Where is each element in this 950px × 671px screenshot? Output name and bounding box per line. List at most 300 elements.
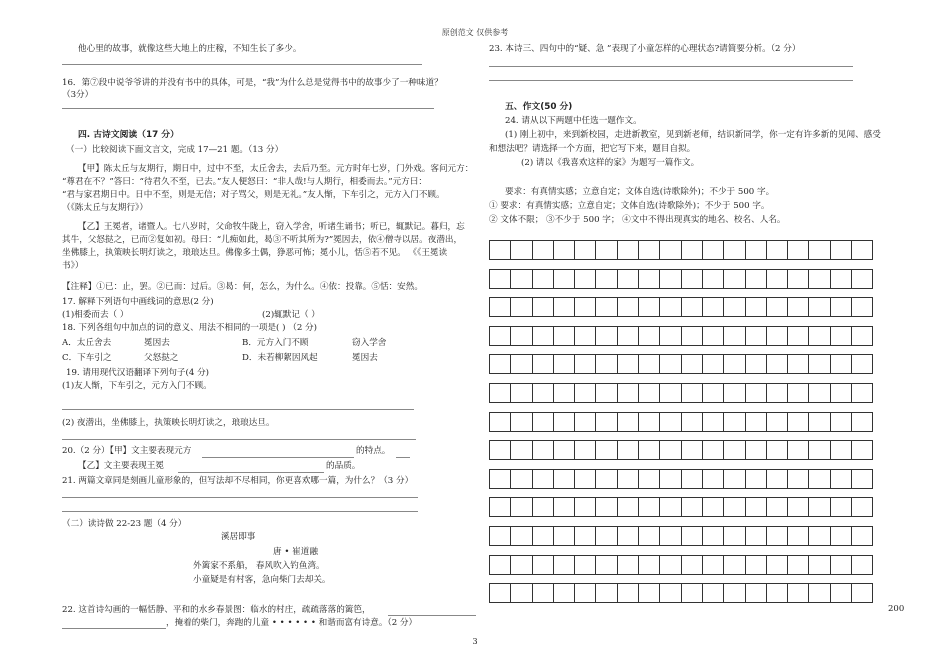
- grid-cell[interactable]: [851, 469, 873, 489]
- passage-yi-source: 书》）: [62, 261, 84, 271]
- grid-cell[interactable]: [681, 555, 703, 575]
- grid-cell[interactable]: [787, 354, 809, 374]
- grid-cell[interactable]: [489, 326, 511, 346]
- grid-cell[interactable]: [830, 526, 852, 546]
- grid-cell[interactable]: [745, 497, 767, 517]
- answer-line[interactable]: [62, 108, 434, 109]
- passage-yi-line: 其牛，父怒挞之，已而②复如初。母曰：“儿痴如此，曷③不听其所为?”冕因去，依④僧寺以居。夜潜出，: [62, 235, 463, 245]
- grid-cell[interactable]: [638, 326, 660, 346]
- grid-cell[interactable]: [510, 469, 532, 489]
- grid-cell[interactable]: [489, 412, 511, 432]
- grid-cell[interactable]: [830, 469, 852, 489]
- grid-cell[interactable]: [617, 526, 639, 546]
- grid-cell[interactable]: [553, 326, 575, 346]
- grid-cell[interactable]: [532, 440, 554, 460]
- grid-cell[interactable]: [553, 497, 575, 517]
- grid-cell[interactable]: [553, 583, 575, 603]
- grid-cell[interactable]: [702, 469, 724, 489]
- grid-cell[interactable]: [553, 412, 575, 432]
- grid-cell[interactable]: [723, 469, 745, 489]
- grid-cell[interactable]: [510, 269, 532, 289]
- essay-topic-2: (2) 请以《我喜欢这样的家》为题写一篇作文。: [521, 158, 700, 168]
- grid-cell[interactable]: [787, 297, 809, 317]
- grid-cell[interactable]: [851, 555, 873, 575]
- answer-blank[interactable]: [396, 457, 410, 458]
- grid-cell[interactable]: [532, 326, 554, 346]
- grid-cell[interactable]: [766, 497, 788, 517]
- part-2-instruction: （二）读诗做 22-23 题（4 分）: [62, 519, 187, 529]
- grid-cell[interactable]: [532, 526, 554, 546]
- grid-cell[interactable]: [830, 412, 852, 432]
- grid-cell[interactable]: [851, 269, 873, 289]
- grid-cell[interactable]: [574, 269, 596, 289]
- grid-cell[interactable]: [766, 412, 788, 432]
- grid-cell[interactable]: [851, 297, 873, 317]
- grid-row: [489, 354, 872, 374]
- answer-line[interactable]: [62, 511, 418, 512]
- grid-cell[interactable]: [489, 497, 511, 517]
- answer-blank[interactable]: [62, 628, 166, 629]
- grid-cell[interactable]: [851, 326, 873, 346]
- grid-cell[interactable]: [808, 354, 830, 374]
- grid-cell[interactable]: [489, 526, 511, 546]
- grid-cell[interactable]: [489, 269, 511, 289]
- grid-cell[interactable]: [723, 555, 745, 575]
- grid-cell[interactable]: [595, 526, 617, 546]
- question-22: 22. 这首诗勾画的一幅恬静、平和的水乡春景图：临水的村庄，疏疏落落的篱笆，: [62, 605, 371, 615]
- grid-cell[interactable]: [702, 440, 724, 460]
- grid-cell[interactable]: [787, 440, 809, 460]
- grid-cell[interactable]: [532, 269, 554, 289]
- grid-cell[interactable]: [787, 412, 809, 432]
- grid-row: [489, 297, 872, 317]
- grid-cell[interactable]: [745, 555, 767, 575]
- answer-blank[interactable]: [178, 472, 324, 473]
- grid-cell[interactable]: [659, 326, 681, 346]
- grid-cell[interactable]: [723, 412, 745, 432]
- grid-cell[interactable]: [723, 354, 745, 374]
- grid-cell[interactable]: [702, 297, 724, 317]
- annotations: 【注释】①已：止，罢。②已而：过后。③曷：何，怎么，为什么。④依：投靠。⑤恬：安然。: [62, 282, 423, 292]
- grid-cell[interactable]: [510, 440, 532, 460]
- grid-cell[interactable]: [638, 497, 660, 517]
- grid-cell[interactable]: [617, 497, 639, 517]
- option-d-pair: 冕因去: [352, 353, 378, 363]
- grid-cell[interactable]: [638, 240, 660, 260]
- grid-cell[interactable]: [617, 269, 639, 289]
- question-19-item-2: (2) 夜潜出，坐佛膝上，执策映长明灯读之，琅琅达旦。: [62, 418, 275, 428]
- grid-cell[interactable]: [574, 555, 596, 575]
- grid-cell[interactable]: [830, 497, 852, 517]
- question-16-points: （3分）: [62, 90, 94, 100]
- grid-cell[interactable]: [489, 297, 511, 317]
- grid-cell[interactable]: [808, 583, 830, 603]
- grid-cell[interactable]: [702, 497, 724, 517]
- grid-cell[interactable]: [510, 583, 532, 603]
- grid-cell[interactable]: [659, 383, 681, 403]
- grid-cell[interactable]: [851, 240, 873, 260]
- option-c[interactable]: C．下车引之: [62, 353, 112, 363]
- grid-cell[interactable]: [851, 354, 873, 374]
- grid-cell[interactable]: [510, 497, 532, 517]
- grid-cell[interactable]: [617, 583, 639, 603]
- grid-cell[interactable]: [745, 526, 767, 546]
- grid-cell[interactable]: [787, 497, 809, 517]
- grid-cell[interactable]: [787, 469, 809, 489]
- question-20-jia: 20.（2 分）【甲】文主要表现元方: [62, 446, 192, 456]
- grid-cell[interactable]: [617, 555, 639, 575]
- grid-cell[interactable]: [745, 297, 767, 317]
- grid-cell[interactable]: [766, 269, 788, 289]
- grid-cell[interactable]: [808, 383, 830, 403]
- answer-line[interactable]: [62, 439, 416, 440]
- grid-cell[interactable]: [617, 383, 639, 403]
- grid-cell[interactable]: [702, 240, 724, 260]
- page-header: 原创范文 仅供参考: [441, 28, 509, 37]
- grid-cell[interactable]: [723, 440, 745, 460]
- grid-cell[interactable]: [681, 583, 703, 603]
- grid-cell[interactable]: [808, 497, 830, 517]
- grid-cell[interactable]: [617, 297, 639, 317]
- grid-cell[interactable]: [595, 326, 617, 346]
- grid-cell[interactable]: [617, 469, 639, 489]
- grid-cell[interactable]: [830, 583, 852, 603]
- grid-row: [489, 555, 872, 575]
- grid-cell[interactable]: [787, 555, 809, 575]
- grid-cell[interactable]: [510, 383, 532, 403]
- grid-cell[interactable]: [510, 297, 532, 317]
- answer-line[interactable]: [62, 64, 422, 65]
- grid-cell[interactable]: [830, 555, 852, 575]
- grid-cell[interactable]: [830, 354, 852, 374]
- grid-cell[interactable]: [851, 526, 873, 546]
- grid-cell[interactable]: [659, 297, 681, 317]
- question-20-yi: 【乙】文主要表现王冕: [78, 461, 164, 471]
- grid-row: [489, 383, 872, 403]
- option-b-pair: 窃入学舍: [352, 338, 387, 348]
- grid-cell[interactable]: [489, 383, 511, 403]
- grid-cell[interactable]: [808, 469, 830, 489]
- grid-cell[interactable]: [830, 326, 852, 346]
- grid-cell[interactable]: [532, 354, 554, 374]
- grid-cell[interactable]: [681, 240, 703, 260]
- grid-cell[interactable]: [766, 526, 788, 546]
- grid-cell[interactable]: [745, 412, 767, 432]
- grid-cell[interactable]: [595, 412, 617, 432]
- grid-cell[interactable]: [681, 326, 703, 346]
- grid-cell[interactable]: [702, 383, 724, 403]
- grid-cell[interactable]: [702, 526, 724, 546]
- grid-cell[interactable]: [595, 269, 617, 289]
- essay-requirement-2: ② 文体不限； ③不少于 500 字； ④文中不得出现真实的地名、校名、人名。: [489, 215, 786, 225]
- question-17-item-1: (1)相委而去（ ）: [62, 310, 129, 320]
- grid-cell[interactable]: [532, 240, 554, 260]
- poem-line: 外篱家不系船， 春风吹入钓鱼湾。: [193, 561, 325, 571]
- grid-cell[interactable]: [787, 383, 809, 403]
- grid-cell[interactable]: [766, 240, 788, 260]
- essay-topic-1: (1) 刚上初中，来到新校园，走进新教室，见到新老师，结识新同学，你一定有许多新的见闻、感受: [505, 130, 881, 140]
- grid-cell[interactable]: [681, 497, 703, 517]
- grid-row: [489, 326, 872, 346]
- grid-cell[interactable]: [574, 497, 596, 517]
- grid-cell[interactable]: [595, 240, 617, 260]
- option-d[interactable]: D．未若柳絮因风起: [242, 353, 318, 363]
- grid-cell[interactable]: [723, 526, 745, 546]
- question-19: 19. 请用现代汉语翻译下列句子(4 分): [66, 368, 210, 378]
- grid-cell[interactable]: [702, 555, 724, 575]
- grid-cell[interactable]: [766, 383, 788, 403]
- grid-cell[interactable]: [595, 383, 617, 403]
- question-24: 24. 请从以下两题中任选一题作文。: [505, 116, 642, 126]
- grid-cell[interactable]: [681, 526, 703, 546]
- grid-cell[interactable]: [702, 269, 724, 289]
- grid-cell[interactable]: [745, 469, 767, 489]
- grid-cell[interactable]: [510, 354, 532, 374]
- grid-cell[interactable]: [617, 440, 639, 460]
- grid-cell[interactable]: [489, 440, 511, 460]
- option-b[interactable]: B．元方入门不顾: [242, 338, 309, 348]
- grid-cell[interactable]: [489, 354, 511, 374]
- grid-cell[interactable]: [553, 297, 575, 317]
- grid-cell[interactable]: [681, 269, 703, 289]
- grid-cell[interactable]: [510, 240, 532, 260]
- grid-cell[interactable]: [659, 240, 681, 260]
- grid-cell[interactable]: [723, 240, 745, 260]
- answer-blank[interactable]: [388, 615, 476, 616]
- grid-cell[interactable]: [532, 497, 554, 517]
- grid-cell[interactable]: [659, 497, 681, 517]
- grid-row: [489, 269, 872, 289]
- grid-cell[interactable]: [617, 326, 639, 346]
- grid-cell[interactable]: [808, 526, 830, 546]
- grid-row: [489, 240, 872, 260]
- grid-cell[interactable]: [702, 354, 724, 374]
- grid-row: [489, 440, 872, 460]
- grid-cell[interactable]: [595, 440, 617, 460]
- grid-cell[interactable]: [766, 297, 788, 317]
- grid-cell[interactable]: [808, 240, 830, 260]
- grid-cell[interactable]: [638, 583, 660, 603]
- essay-requirements: 要求：有真情实感；立意自定；文体自选(诗歌除外)；不少于 500 字。: [505, 187, 775, 197]
- grid-cell[interactable]: [595, 297, 617, 317]
- grid-cell[interactable]: [745, 440, 767, 460]
- grid-cell[interactable]: [510, 326, 532, 346]
- grid-cell[interactable]: [851, 412, 873, 432]
- grid-cell[interactable]: [595, 497, 617, 517]
- grid-cell[interactable]: [574, 583, 596, 603]
- grid-cell[interactable]: [574, 412, 596, 432]
- grid-cell[interactable]: [638, 354, 660, 374]
- grid-cell[interactable]: [830, 440, 852, 460]
- grid-cell[interactable]: [574, 240, 596, 260]
- grid-cell[interactable]: [510, 555, 532, 575]
- passage-yi-line: 【乙】王冕者，诸暨人。七八岁时，父命牧牛陇上，窃入学舍，听诸生诵书；听已，辄默记。暮归，忘: [78, 222, 465, 232]
- grid-cell[interactable]: [723, 326, 745, 346]
- grid-row: [489, 583, 872, 603]
- grid-cell[interactable]: [638, 526, 660, 546]
- grid-cell[interactable]: [681, 412, 703, 432]
- grid-cell[interactable]: [510, 412, 532, 432]
- grid-cell[interactable]: [532, 297, 554, 317]
- answer-line[interactable]: [62, 409, 414, 410]
- grid-cell[interactable]: [745, 326, 767, 346]
- question-20-jia-end: 的特点。: [356, 446, 391, 456]
- grid-cell[interactable]: [532, 383, 554, 403]
- grid-cell[interactable]: [553, 526, 575, 546]
- grid-cell[interactable]: [851, 383, 873, 403]
- grid-cell[interactable]: [574, 297, 596, 317]
- grid-cell[interactable]: [659, 526, 681, 546]
- grid-cell[interactable]: [574, 526, 596, 546]
- grid-cell[interactable]: [638, 383, 660, 403]
- grid-cell[interactable]: [553, 383, 575, 403]
- grid-cell[interactable]: [723, 583, 745, 603]
- grid-cell[interactable]: [787, 526, 809, 546]
- grid-cell[interactable]: [574, 440, 596, 460]
- grid-cell[interactable]: [595, 469, 617, 489]
- grid-cell[interactable]: [659, 469, 681, 489]
- grid-cell[interactable]: [702, 326, 724, 346]
- grid-cell[interactable]: [617, 412, 639, 432]
- grid-row: [489, 526, 872, 546]
- essay-requirement-1: ① 要求：有真情实感；立意自定；文体自选(诗歌除外)；不少于 500 字。: [489, 201, 770, 211]
- grid-cell[interactable]: [659, 412, 681, 432]
- passage-jia-line: “尊君在不？”答曰：“待君久不至，已去。”友人便怒曰：“非人哉!与人期行，相委而去。”元方曰：: [62, 177, 427, 187]
- grid-cell[interactable]: [574, 354, 596, 374]
- grid-cell[interactable]: [745, 269, 767, 289]
- grid-cell[interactable]: [851, 440, 873, 460]
- grid-cell[interactable]: [553, 354, 575, 374]
- answer-blank[interactable]: [202, 457, 354, 458]
- grid-cell[interactable]: [553, 469, 575, 489]
- grid-cell[interactable]: [532, 583, 554, 603]
- poem-line: 小童疑是有村客，急向柴门去却关。: [193, 575, 331, 585]
- grid-cell[interactable]: [659, 269, 681, 289]
- grid-cell[interactable]: [681, 354, 703, 374]
- grid-cell[interactable]: [723, 383, 745, 403]
- grid-cell[interactable]: [532, 469, 554, 489]
- grid-cell[interactable]: [766, 583, 788, 603]
- grid-cell[interactable]: [553, 240, 575, 260]
- grid-cell[interactable]: [659, 354, 681, 374]
- question-20-yi-end: 的品质。: [326, 461, 361, 471]
- question-17: 17. 解释下列语句中画线词的意思(2 分): [62, 297, 214, 307]
- grid-cell[interactable]: [830, 383, 852, 403]
- question-19-item-1: (1)友人惭，下车引之，元方入门不顾。: [62, 381, 212, 391]
- grid-cell[interactable]: [808, 297, 830, 317]
- option-a-pair: 冕因去: [144, 338, 170, 348]
- grid-cell[interactable]: [787, 240, 809, 260]
- grid-cell[interactable]: [723, 497, 745, 517]
- grid-cell[interactable]: [574, 383, 596, 403]
- grid-cell[interactable]: [553, 555, 575, 575]
- grid-cell[interactable]: [681, 297, 703, 317]
- grid-cell[interactable]: [766, 440, 788, 460]
- grid-cell[interactable]: [723, 297, 745, 317]
- grid-cell[interactable]: [595, 555, 617, 575]
- section-5-heading: 五、作文(50 分): [505, 102, 573, 112]
- grid-cell[interactable]: [681, 440, 703, 460]
- grid-cell[interactable]: [681, 383, 703, 403]
- grid-cell[interactable]: [830, 297, 852, 317]
- answer-line[interactable]: [489, 80, 853, 81]
- word-count-marker: 200: [888, 604, 905, 614]
- grid-cell[interactable]: [745, 583, 767, 603]
- grid-cell[interactable]: [489, 469, 511, 489]
- grid-cell[interactable]: [787, 326, 809, 346]
- grid-cell[interactable]: [702, 583, 724, 603]
- story-text-line: 他心里的故事，就像这些大地上的庄稼，不知生长了多少。: [78, 44, 302, 54]
- grid-cell[interactable]: [659, 583, 681, 603]
- grid-cell[interactable]: [745, 240, 767, 260]
- grid-cell[interactable]: [808, 412, 830, 432]
- grid-cell[interactable]: [745, 354, 767, 374]
- grid-cell[interactable]: [489, 240, 511, 260]
- grid-cell[interactable]: [851, 497, 873, 517]
- grid-cell[interactable]: [787, 583, 809, 603]
- grid-cell[interactable]: [851, 583, 873, 603]
- answer-line[interactable]: [489, 66, 853, 67]
- grid-cell[interactable]: [553, 269, 575, 289]
- grid-cell[interactable]: [574, 469, 596, 489]
- grid-cell[interactable]: [808, 326, 830, 346]
- grid-cell[interactable]: [702, 412, 724, 432]
- grid-cell[interactable]: [787, 269, 809, 289]
- essay-topic-1-cont: 和想法吧？请选择一个方面，把它写下来，题目自拟。: [489, 144, 696, 154]
- grid-cell[interactable]: [638, 555, 660, 575]
- question-16: 16．第⑦段中说爷爷讲的并没有书中的具体，可是，“我”为什么总是觉得书中的故事少了一种味道？: [62, 78, 443, 88]
- grid-cell[interactable]: [745, 383, 767, 403]
- grid-cell[interactable]: [489, 583, 511, 603]
- grid-cell[interactable]: [766, 354, 788, 374]
- grid-cell[interactable]: [489, 555, 511, 575]
- grid-cell[interactable]: [723, 269, 745, 289]
- grid-cell[interactable]: [638, 297, 660, 317]
- grid-cell[interactable]: [659, 440, 681, 460]
- question-22-continued: ，掩着的柴门，奔跑的儿童 • • • • • • 和谐而富有诗意。（2 分）: [166, 618, 418, 628]
- grid-cell[interactable]: [574, 326, 596, 346]
- grid-cell[interactable]: [638, 269, 660, 289]
- grid-cell[interactable]: [808, 269, 830, 289]
- answer-line[interactable]: [62, 497, 418, 498]
- grid-cell[interactable]: [638, 469, 660, 489]
- grid-cell[interactable]: [808, 555, 830, 575]
- grid-cell[interactable]: [595, 354, 617, 374]
- option-c-pair: 父怒挞之: [144, 353, 179, 363]
- grid-cell[interactable]: [808, 440, 830, 460]
- grid-cell[interactable]: [681, 469, 703, 489]
- grid-cell[interactable]: [766, 469, 788, 489]
- option-a[interactable]: A．太丘舍去: [62, 338, 112, 348]
- grid-cell[interactable]: [510, 526, 532, 546]
- grid-cell[interactable]: [659, 555, 681, 575]
- section-4-heading: 四. 古诗文阅读（17 分）: [78, 130, 179, 140]
- grid-cell[interactable]: [638, 412, 660, 432]
- grid-cell[interactable]: [595, 583, 617, 603]
- passage-jia-source: （《陈太丘与友期行》）: [62, 203, 148, 213]
- grid-cell[interactable]: [766, 326, 788, 346]
- grid-cell[interactable]: [830, 269, 852, 289]
- grid-cell[interactable]: [532, 555, 554, 575]
- grid-cell[interactable]: [638, 440, 660, 460]
- grid-cell[interactable]: [830, 240, 852, 260]
- grid-cell[interactable]: [617, 240, 639, 260]
- grid-cell[interactable]: [766, 555, 788, 575]
- grid-cell[interactable]: [553, 440, 575, 460]
- grid-cell[interactable]: [617, 354, 639, 374]
- grid-cell[interactable]: [532, 412, 554, 432]
- passage-jia-line: 【甲】陈太丘与友期行，期日中，过中不至，太丘舍去，去后乃至。元方时年七岁，门外戏。客问元方：: [78, 164, 474, 174]
